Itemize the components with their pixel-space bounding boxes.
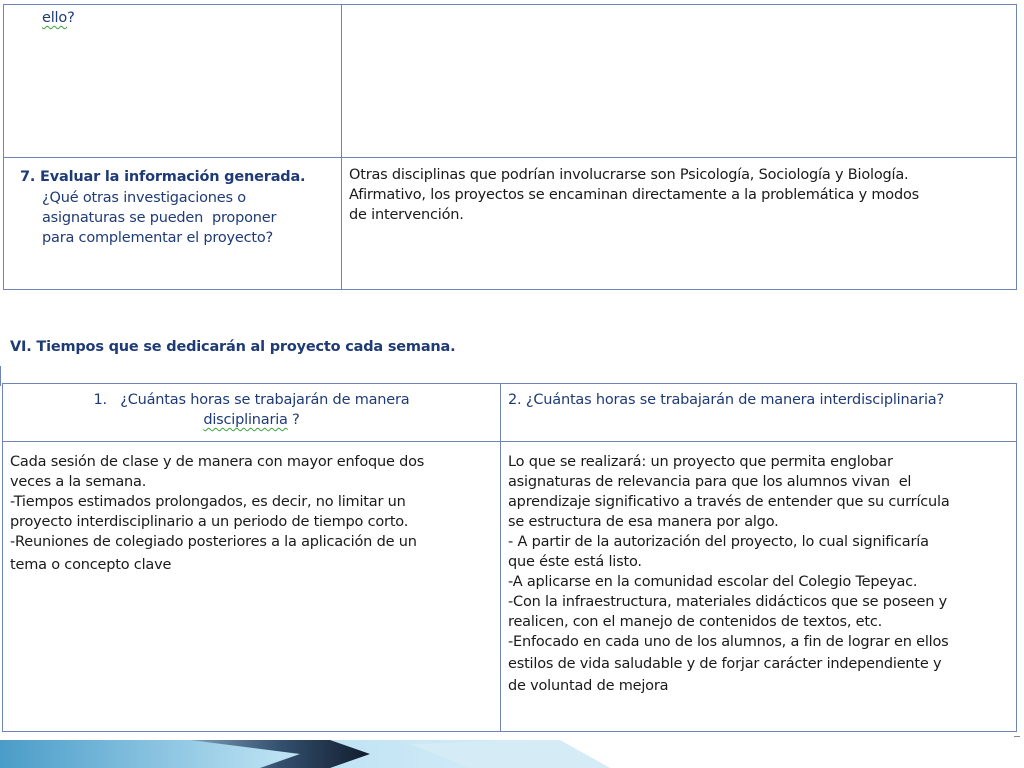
row1-left-text: ello? <box>42 10 75 26</box>
row2-left-title: 7. Evaluar la información generada. <box>20 169 306 185</box>
row2-left-question: ¿Qué otras investigaciones o asignaturas se pueden proponer para complementar el proyecto? <box>42 190 277 246</box>
header-left-question: 1. ¿Cuántas horas se trabajarán de manera disciplinaria ? <box>93 392 410 428</box>
section-left-rule <box>0 366 1 386</box>
top-table-row1-right <box>341 4 1017 158</box>
body-left-text: Cada sesión de clase y de manera con mayor enfoque dos veces a la semana. -Tiempos estimados prolongados, es decir, no limitar un proyecto interdisciplinario a un periodo de tiempo corto. -Reuniones de colegiado posteriores a la aplicación de un tema o concepto clave <box>10 454 425 573</box>
header-right-question: 2. ¿Cuántas horas se trabajarán de manera interdisciplinaria? <box>508 392 944 408</box>
body-right-text: Lo que se realizará: un proyecto que permita englobar asignaturas de relevancia para que los alumnos vivan el aprendizaje significativo a través de entender que su currícula se estructura de esa manera por algo. - A partir de la autorización del proyecto, lo cual significaría que éste está listo. -A aplicarse en la comunidad escolar del Colegio Tepeyac. -Con la infraestructura, materiales didácticos que se poseen y realicen, con el manejo de contenidos de textos, etc. -Enfocado en cada uno de los alumnos, a fin de lograr en ellos estilos de vida saludable y de forjar carácter independiente y de voluntad de mejora <box>508 454 950 694</box>
row2-right-text: Otras disciplinas que podrían involucrarse son Psicología, Sociología y Biología. Afirmativo, los proyectos se encaminan directamente a la problemática y modos de intervención. <box>349 167 919 223</box>
footer-decoration <box>0 736 1024 768</box>
section-heading: VI. Tiempos que se dedicarán al proyecto cada semana. <box>10 339 456 355</box>
